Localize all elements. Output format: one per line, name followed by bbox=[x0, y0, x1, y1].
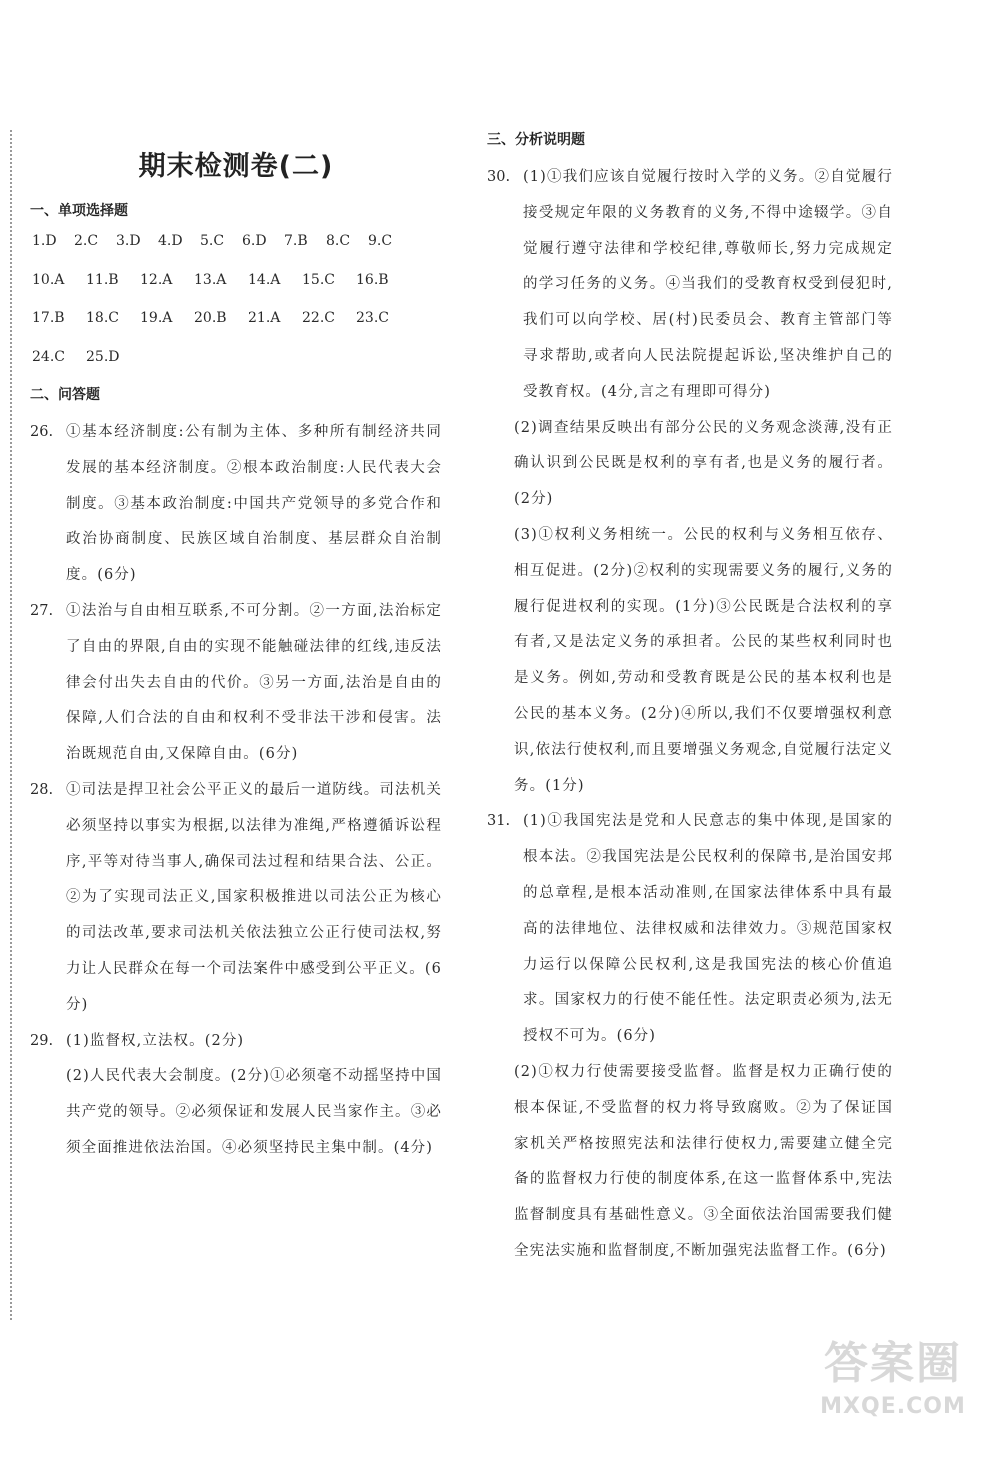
answer-text: (1)①我们应该自觉履行按时入学的义务。②自觉履行接受规定年限的义务教育的义务,不得中途辍学。③自觉履行遵守法律和学校纪律,尊敬师长,努力完成规定的学习任务的义务。④当我们的受教育权受到侵犯时,我们可以向学校、居(村)民委员会、教育主管部门等寻求帮助,或者向人民法院提起诉讼,坚决维护自己的受教育权。(4分,言之有理即可得分) bbox=[523, 169, 893, 400]
question-number: 29. bbox=[30, 1032, 54, 1049]
watermark-logo: 答案圈 bbox=[824, 1338, 962, 1389]
answer-item: 4.D bbox=[158, 233, 183, 249]
question-31 bbox=[487, 804, 893, 1055]
answer-item: 15.C bbox=[302, 271, 335, 288]
watermark-url: MXQE.COM bbox=[820, 1394, 966, 1419]
watermark bbox=[808, 1334, 978, 1444]
answer-item: 7.B bbox=[284, 233, 308, 249]
section-heading-analysis: 三、分析说明题 bbox=[487, 132, 585, 148]
binding-margin-dotted-line bbox=[10, 130, 12, 1320]
answer-item: 5.C bbox=[200, 233, 225, 249]
answer-text: ①司法是捍卫社会公平正义的最后一道防线。司法机关必须坚持以事实为根据,以法律为准绳,严格遵循诉讼程序,平等对待当事人,确保司法过程和结果合法、公正。②为了实现司法正义,国家积极推进以司法公正为核心的司法改革,要求司法机关依法独立公正行使司法权,努力让人民群众在每一个司法案件中感受到公平正义。(6分) bbox=[66, 781, 442, 1013]
question-number: 30. bbox=[487, 169, 511, 185]
question-number: 26. bbox=[30, 424, 54, 440]
answer-item: 22.C bbox=[302, 310, 335, 326]
answer-item: 12.A bbox=[140, 271, 173, 288]
answer-item: 10.A bbox=[32, 271, 65, 288]
answer-item: 25.D bbox=[86, 348, 120, 365]
answer-text: ①基本经济制度:公有制为主体、多种所有制经济共同发展的基本经济制度。②根本政治制度:人民代表大会制度。③基本政治制度:中国共产党领导的多党合作和政治协商制度、民族区域自治制度、基层群众自治制度。(6分) bbox=[66, 424, 442, 584]
question-number: 31. bbox=[487, 813, 511, 830]
question-27 bbox=[30, 594, 442, 773]
answer-item: 20.B bbox=[194, 310, 227, 326]
question-number: 27. bbox=[30, 602, 54, 619]
answer-row bbox=[32, 231, 442, 251]
answer-item: 11.B bbox=[86, 271, 119, 288]
answer-row bbox=[32, 270, 442, 290]
page-title: 期末检测卷(二) bbox=[138, 151, 334, 182]
left-column bbox=[30, 118, 442, 1167]
answer-item: 13.A bbox=[194, 271, 227, 288]
question-30 bbox=[487, 160, 893, 411]
answer-text: (1)监督权,立法权。(2分) bbox=[66, 1032, 245, 1049]
answer-item: 2.C bbox=[74, 233, 99, 249]
question-29 bbox=[30, 1024, 442, 1060]
question-30-part-3: (3)①权利义务相统一。公民的权利与义务相互依存、相互促进。(2分)②权利的实现需要义务的履行,义务的履行促进权利的实现。(1分)③公民既是合法权利的享有者,又是法定义务的承担者。公民的某些权利同时也是义务。例如,劳动和受教育既是公民的基本权利也是公民的基本义务。(2分)④所以,我们不仅要增强权利意识,依法行使权利,而且要增强义务观念,自觉履行法定义务。(1分) bbox=[514, 526, 893, 794]
answer-item: 21.A bbox=[248, 310, 281, 326]
answer-grid bbox=[30, 231, 442, 367]
answer-row bbox=[32, 308, 442, 328]
answer-item: 1.D bbox=[32, 233, 57, 249]
question-31-part-2: (2)①权力行使需要接受监督。监督是权力正确行使的根本保证,不受监督的权力将导致腐败。②为了保证国家机关严格按照宪法和法律行使权力,需要建立健全完备的监督权力行使的制度体系,在这一监督体系中,宪法监督制度具有基础性意义。③全面依法治国需要我们健全宪法实施和监督制度,不断加强宪法监督工作。(6分) bbox=[514, 1063, 893, 1259]
answer-item: 18.C bbox=[86, 310, 119, 326]
question-28 bbox=[30, 773, 442, 1024]
answer-item: 14.A bbox=[248, 271, 281, 288]
question-26 bbox=[30, 415, 442, 594]
answer-item: 19.A bbox=[140, 310, 173, 326]
answer-item: 17.B bbox=[32, 310, 65, 326]
answer-item: 16.B bbox=[356, 271, 389, 288]
right-column bbox=[487, 118, 893, 1270]
answer-item: 8.C bbox=[326, 233, 351, 249]
answer-item: 9.C bbox=[368, 233, 393, 249]
answer-item: 24.C bbox=[32, 348, 65, 365]
question-number: 28. bbox=[30, 781, 54, 798]
section-heading-choice: 一、单项选择题 bbox=[30, 203, 128, 219]
section-heading-qa: 二、问答题 bbox=[30, 387, 100, 403]
answer-item: 3.D bbox=[116, 233, 141, 249]
question-30-part-2: (2)调查结果反映出有部分公民的义务观念淡薄,没有正确认识到公民既是权利的享有者,也是义务的履行者。(2分) bbox=[514, 419, 893, 508]
answer-row bbox=[32, 347, 442, 367]
answer-text: (1)①我国宪法是党和人民意志的集中体现,是国家的根本法。②我国宪法是公民权利的保障书,是治国安邦的总章程,是根本活动准则,在国家法律体系中具有最高的法律地位、法律权威和法律效力。③规范国家权力运行以保障公民权利,这是我国宪法的核心价值追求。国家权力的行使不能任性。法定职责必须为,法无授权不可为。(6分) bbox=[523, 813, 893, 1045]
answer-item: 23.C bbox=[356, 310, 389, 326]
answer-item: 6.D bbox=[242, 233, 267, 249]
answer-text: (2)人民代表大会制度。(2分)①必须毫不动摇坚持中国共产党的领导。②必须保证和发展人民当家作主。③必须全面推进依法治国。④必须坚持民主集中制。(4分) bbox=[66, 1068, 442, 1156]
question-29-part-2 bbox=[30, 1059, 442, 1166]
answer-text: ①法治与自由相互联系,不可分割。②一方面,法治标定了自由的界限,自由的实现不能触碰法律的红线,违反法律会付出失去自由的代价。③另一方面,法治是自由的保障,人们合法的自由和权利不受非法干涉和侵害。法治既规范自由,又保障自由。(6分) bbox=[66, 602, 442, 763]
